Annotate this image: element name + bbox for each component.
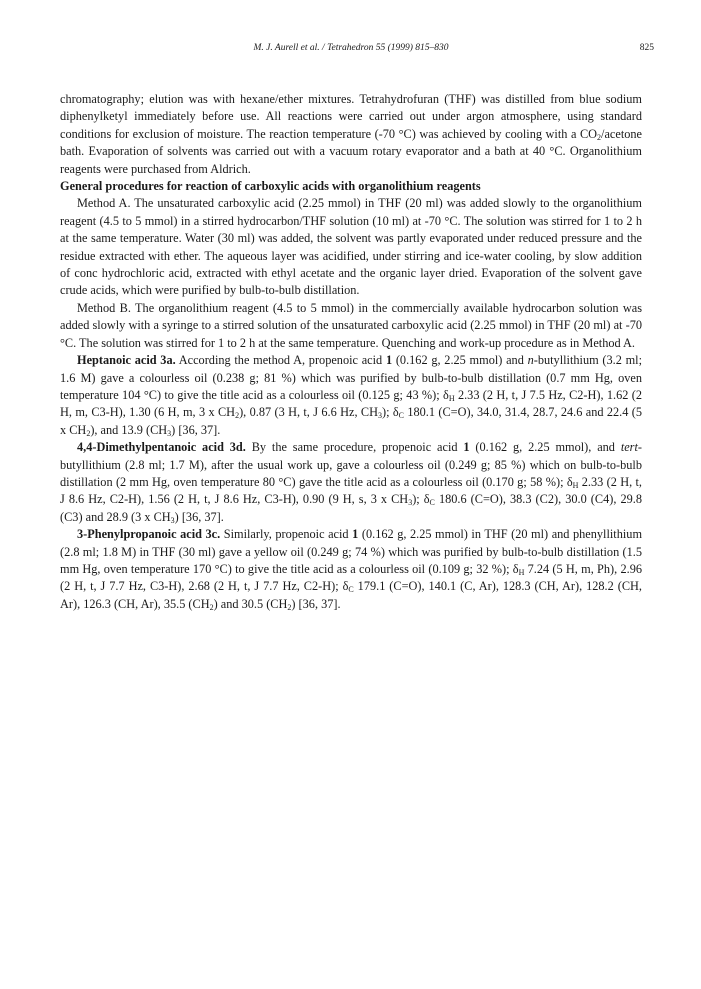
text-run: ) and 30.5 (CH <box>213 596 288 611</box>
compound-title: 4,4-Dimethylpentanoic acid 3d. <box>77 440 246 455</box>
subscript: C <box>398 411 404 421</box>
subscript: 2 <box>287 602 292 612</box>
subscript: H <box>572 480 579 490</box>
text-run: Similarly, propenoic acid <box>220 527 353 542</box>
subscript: 3 <box>408 498 413 508</box>
paragraph-general-methods <box>60 91 642 178</box>
text-run: /acetone bath. Evaporation of solvents was carried out with a vacuum rotary evaporator and a bath at 40 °C. Organolithium reagents were purchased from Aldrich. <box>60 126 642 176</box>
text-run: ), 0.87 (3 H, t, J 6.6 Hz, CH <box>239 405 378 420</box>
text-run: ); δ <box>412 492 430 507</box>
compound-number: 1 <box>385 353 393 368</box>
text-run: ), and 13.9 (CH <box>90 422 168 437</box>
subscript: 3 <box>377 411 382 421</box>
text-run: (0.162 g, 2.25 mmol) and <box>392 353 528 368</box>
text-run: 179.1 (C=O), 140.1 (C, Ar), 128.3 (CH, Ar), 128.2 (CH, Ar), 126.3 (CH, Ar), 35.5 (CH <box>60 579 642 611</box>
text-run: ); δ <box>381 405 399 420</box>
text-run: 2.33 (2 H, t, J 8.6 Hz, C2-H), 1.56 (2 H, t, J 8.6 Hz, C3-H), 0.90 (9 H, s, 3 x CH <box>60 474 642 507</box>
text-run: 2.33 (2 H, t, J 7.5 Hz, C2-H), 1.62 (2 H, m, C3-H), 1.30 (6 H, m, 3 x CH <box>60 387 642 420</box>
text-run: ) [36, 37]. <box>174 509 224 524</box>
text-run: 7.24 (5 H, m, Ph), 2.96 (2 H, t, J 7.7 Hz, C3-H), 2.68 (2 H, t, J 7.7 Hz, C2-H); δ <box>60 561 642 594</box>
article-body <box>60 91 642 613</box>
compound-number: 1 <box>352 527 359 542</box>
text-run: ) [36, 37]. <box>291 596 341 611</box>
paragraph-method-b: Method B. The organolithium reagent (4.5 to 5 mmol) in the commercially available hydrocarbon solution was added slowly with a syringe to a stirred solution of the unsaturated carboxylic acid (2.25 mmol) in THF (20 ml) at -70 °C. The solution was stirred for 1 to 2 h at the same temperature. Quenching and work-up procedure as in Method A. <box>60 300 642 350</box>
text-run: By the same procedure, propenoic acid <box>245 440 464 455</box>
paragraph-dimethylpentanoic-acid <box>60 439 642 526</box>
subscript: 3 <box>167 428 172 438</box>
text-run: ) [36, 37]. <box>171 422 221 437</box>
subscript: 2 <box>235 411 240 421</box>
subscript: 2 <box>86 428 91 438</box>
text-run: -butyllithium (3.2 ml; 1.6 M) gave a colourless oil (0.238 g; 81 %) which was purified by bulb-to-bulb distillation (0.7 mm Hg, oven temperature 104 °C) to give the title acid as a colourless oil (0.125 g; 43 %); δ <box>60 353 642 402</box>
page-number: 825 <box>639 43 654 53</box>
subscript: H <box>518 567 525 577</box>
italic-text: tert <box>620 440 638 455</box>
text-run: -butyllithium (2.8 ml; 1.7 M), after the usual work up, gave a colourless oil (0.249 g; 85 %) which on bulb-to-bulb distillation (2 mm Hg, oven temperature 80 °C) gave the title acid as a colourless oil (0.170 g; 58 %); δ <box>60 440 642 489</box>
paragraph-method-a: Method A. The unsaturated carboxylic acid (2.25 mmol) in THF (20 ml) was added slowly to the organolithium reagent (4.5 to 5 mmol) in a stirred hydrocarbon/THF solution (10 ml) at -70 °C. The solution was stirred for 1 to 2 h at the same temperature. Water (30 ml) was added, the solvent was partly evaporated under reduced pressure and the residue extracted with ether. The aqueous layer was acidified, under stirring and ice-water cooling, by slow addition of conc hydrochloric acid, extracted with ethyl acetate and the organic layer dried. Evaporation of the solvent gave crude acids, which were purified by bulb-to-bulb distillation. <box>60 196 642 298</box>
running-head <box>60 0 654 53</box>
text-run: (0.162 g, 2.25 mmol) in THF (20 ml) and phenyllithium (2.8 ml; 1.8 M) in THF (30 ml) gave a yellow oil (0.249 g; 74 %) which was purified by bulb-to-bulb distillation (1.5 mm Hg, oven temperature 170 °C) to give the title acid as a colourless oil (0.109 g; 32 %); δ <box>60 527 643 576</box>
subscript: C <box>429 498 435 508</box>
subscript: 3 <box>170 515 175 525</box>
text-run: 180.1 (C=O), 34.0, 31.4, 28.7, 24.6 and 22.4 (5 x CH <box>60 405 642 437</box>
text-run: According the method A, propenoic acid <box>175 353 386 368</box>
running-head-citation: M. J. Aurell et al. / Tetrahedron 55 (1999) 815–830 <box>253 43 449 53</box>
compound-number: 1 <box>463 440 470 455</box>
subscript: 2 <box>597 132 602 142</box>
text-run: chromatography; elution was with hexane/ether mixtures. Tetrahydrofuran (THF) was distilled from blue sodium diphenylketyl immediately before use. All reactions were carried out under argon atmosphere, using standard conditions for exclusion of moisture. The reaction temperature (-70 °C) was achieved by cooling with a CO <box>60 92 642 141</box>
subscript: H <box>448 393 455 403</box>
section-heading-general-procedures: General procedures for reaction of carboxylic acids with organolithium reagents <box>60 179 481 194</box>
paragraph-heptanoic-acid <box>60 352 642 439</box>
compound-title: 3-Phenylpropanoic acid 3c. <box>77 527 221 542</box>
text-run: 180.6 (C=O), 38.3 (C2), 30.0 (C4), 29.8 (C3) and 28.9 (3 x CH <box>60 492 642 524</box>
italic-text: n <box>527 353 534 368</box>
compound-title: Heptanoic acid 3a. <box>77 353 176 368</box>
subscript: 2 <box>209 602 214 612</box>
text-run: (0.162 g, 2.25 mmol), and <box>469 440 621 455</box>
subscript: C <box>348 585 354 595</box>
paragraph-phenylpropanoic-acid <box>60 526 642 613</box>
